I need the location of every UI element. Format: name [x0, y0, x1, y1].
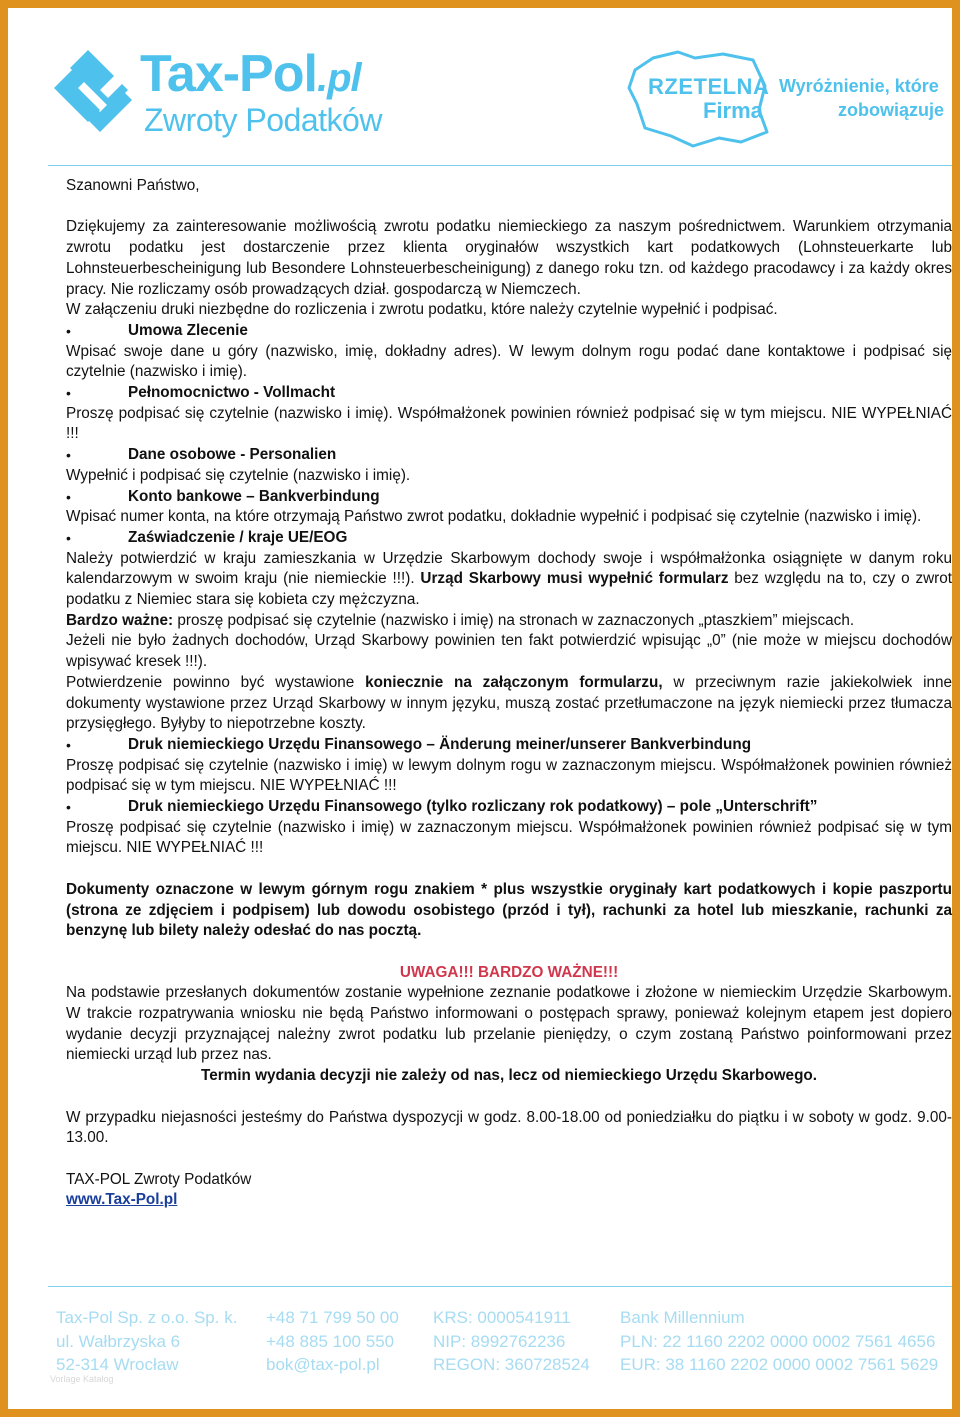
rzetelna-firma-badge — [623, 48, 960, 148]
warning-heading: UWAGA!!! BARDZO WAŻNE!!! — [399, 963, 619, 981]
badge-title-1: RZETELNA — [648, 74, 770, 99]
taxpol-logo — [48, 45, 408, 138]
footer-eur-account: EUR: 38 1160 2202 0000 0002 7561 5629 — [620, 1355, 939, 1374]
footer-divider — [48, 1286, 952, 1287]
greeting: Szanowni Państwo, — [66, 177, 200, 194]
important-label: Bardzo ważne: — [66, 611, 174, 629]
item-text: Wpisać numer konta, na które otrzymają Państwo zwrot podatku, dokładnie wypełnić i podpisać się czytelnie (nazwisko i imię). — [66, 508, 922, 526]
footer-registry — [433, 1306, 590, 1377]
footer-phone-1[interactable]: +48 71 799 50 00 — [266, 1308, 399, 1327]
item-title: • Druk niemieckiego Urzędu Finansowego (tylko rozliczany rok podatkowy) – pole „Unterschrift” — [66, 797, 952, 818]
footer-bank-name: Bank Millennium — [620, 1308, 745, 1327]
signature: TAX-POL Zwroty Podatków — [66, 1170, 252, 1188]
item-text: Wypełnić i podpisać się czytelnie (nazwisko i imię). — [66, 466, 411, 484]
item-title: • Dane osobowe - Personalien — [66, 445, 952, 466]
item-title: • Umowa Zlecenie — [66, 321, 952, 342]
important-paragraph: Bardzo ważne: proszę podpisać się czytelnie (nazwisko i imię) na stronach w zaznaczonych „ptaszkiem” miejscach. — [66, 611, 855, 629]
badge-slogan-1: Wyróżnienie, które — [779, 76, 939, 96]
confirmation-paragraph: Potwierdzenie powinno być wystawione koniecznie na załączonym formularzu, w przeciwnym razie jakiekolwiek inne dokumenty wystawione przez Urząd Skarbowy w innym języku, muszą zostać przetłumaczone na język niemiecki przez tłumacza przysięgłego. Byłyby to niepotrzebne koszty. — [66, 673, 953, 733]
footer-street: ul. Wałbrzyska 6 — [56, 1331, 181, 1351]
process-paragraph: Na podstawie przesłanych dokumentów zostanie wypełnione zeznanie podatkowe i złożone w niemieckim Urzędzie Skarbowym. W trakcie rozpatrywania wniosku nie będą Państwo informowani o postępach sprawy, ponieważ kolejnym etapem jest dopiero wydanie decyzji przyznającej należny zwrot podatku lub przelanie pieniędzy, o czym zostaną Państwo poinformowani przez niemiecki urząd lub przez nas. — [66, 984, 952, 1064]
contact-paragraph: W przypadku niejasności jesteśmy do Państwa dyspozycji w godz. 8.00-18.00 od poniedziałku do piątku i w soboty w godz. 9.00-13.00. — [66, 1108, 952, 1147]
confirmation-bold: koniecznie na załączonym formularzu, — [365, 673, 663, 691]
footer-phone-2[interactable]: +48 885 100 550 — [266, 1331, 395, 1351]
deadline-note: Termin wydania decyzji nie zależy od nas, lecz od niemieckiego Urzędu Skarbowego. — [200, 1067, 818, 1085]
no-income-paragraph: Jeżeli nie było żadnych dochodów, Urząd Skarbowy powinien ten fakt potwierdzić wpisując „0” (nie może w miejscu dochodów wpisywać kresek !!!). — [66, 632, 952, 671]
header-divider — [48, 165, 952, 166]
footer-contact — [266, 1306, 399, 1377]
badge-title-2: Firma — [703, 98, 763, 123]
footer-city: 52-314 Wrocław — [56, 1355, 179, 1374]
footer-krs: KRS: 0000541911 — [433, 1308, 571, 1327]
brand-tld: .pl — [316, 56, 361, 100]
documents-paragraph: Dokumenty oznaczone w lewym górnym rogu znakiem * plus wszystkie oryginały kart podatkowych i kopie paszportu (strona ze zdjęciem i podpisem) lub dowodu osobistego (przód i tył), rachunki za hotel lub mieszkanie, rachunki za benzynę lub bilety należy odesłać do nas pocztą. — [66, 880, 952, 940]
item-title: • Zaświadczenie / kraje UE/EOG — [66, 528, 952, 549]
intro-paragraph: Dziękujemy za zainteresowanie możliwością zwrotu podatku niemieckiego za naszym pośrednictwem. Warunkiem otrzymania zwrotu podatku jest dostarczenie przez klienta oryginałów wszystkich kart podatkowych (Lohnsteuerkarte lub Lohnsteuerbescheinigung lub Besondere Lohnsteuerbescheinigung) z danego roku tzn. od każdego pracodawcy i za każdy okres pracy. Nie rozliczamy osób prowadzących dział. gospodarczą w Niemczech. — [66, 218, 952, 298]
item-title: • Konto bankowe – Bankverbindung — [66, 487, 952, 508]
letter-body — [66, 176, 952, 1211]
footer-regon: REGON: 360728524 — [433, 1355, 590, 1374]
eu-bold: Urząd Skarbowy musi wypełnić formularz — [420, 570, 729, 588]
item-text: Wpisać swoje dane u góry (nazwisko, imię, dokładny adres). W lewym dolnym rogu podać dane kontaktowe i podpisać się czytelnie (nazwisko i imię). — [66, 342, 952, 381]
brand-subtitle: Zwroty Podatków — [144, 102, 382, 138]
watermark: Vorlage Katalog — [50, 1374, 114, 1384]
item-text: Proszę podpisać się czytelnie (nazwisko i imię). Współmałżonek powinien również podpisać się w tym miejscu. NIE WYPEŁNIAĆ !!! — [66, 404, 952, 443]
footer-email[interactable]: bok@tax-pol.pl — [266, 1355, 380, 1374]
footer-company-name: Tax-Pol Sp. z o.o. Sp. k. — [56, 1308, 238, 1327]
badge-slogan-2: zobowiązuje — [838, 100, 945, 120]
item-title: • Druk niemieckiego Urzędu Finansowego – Änderung meiner/unserer Bankverbindung — [66, 735, 952, 756]
footer-nip: NIP: 8992762236 — [433, 1331, 566, 1351]
item-title: • Pełnomocnictwo - Vollmacht — [66, 383, 952, 404]
footer-bank — [620, 1306, 938, 1377]
attachments-paragraph: W załączeniu druki niezbędne do rozliczenia i zwrotu podatku, które należy czytelnie wypełnić i podpisać. — [66, 301, 778, 319]
footer-company — [56, 1306, 237, 1377]
brand-title: Tax-Pol.pl — [140, 45, 361, 103]
taxpol-logo-icon — [48, 46, 138, 132]
eu-paragraph: Należy potwierdzić w kraju zamieszkania w Urzędzie Skarbowym dochody swoje i współmałżonka osiągnięte w danym roku kalendarzowym w swoim kraju (nie niemieckie !!!). Urząd Skarbowy musi wypełnić formularz bez względu na to, czy o zwrot podatku z Niemiec stara się kobieta czy mężczyzna. — [66, 549, 953, 609]
item-text: Proszę podpisać się czytelnie (nazwisko i imię) w zaznaczonym miejscu. Współmałżonek powinien również podpisać się w tym miejscu. NIE WYPEŁNIAĆ !!! — [66, 818, 952, 857]
item-text: Proszę podpisać się czytelnie (nazwisko i imię) w lewym dolnym rogu w zaznaczonym miejscu. Współmałżonek powinien również podpisać się w tym miejscu. NIE WYPEŁNIAĆ !!! — [66, 756, 952, 795]
website-link[interactable]: www.Tax-Pol.pl — [66, 1191, 178, 1209]
footer-pln-account: PLN: 22 1160 2202 0000 0002 7561 4656 — [620, 1331, 936, 1351]
